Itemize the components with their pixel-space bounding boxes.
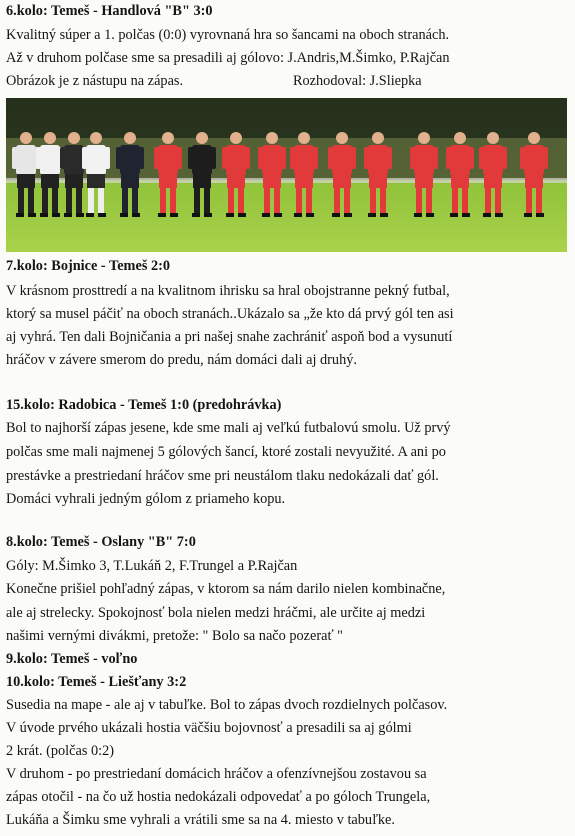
match-7-line-2: ktorý sa musel páčiť na oboch stranách..Ukázalo sa „že kto dá prvý gól ten asi: [6, 306, 454, 322]
match-10-line-5: zápas otočil - na čo už hostia nedokázali odpovedať a po góloch Trungela,: [6, 789, 431, 805]
team-lineup-photo-illustration: [6, 98, 567, 252]
match-15-line-3: prestávke a prestriedaní hráčov sme pri neustálom tlaku nedokázali dať gól.: [6, 468, 439, 484]
match-8-scorers: Góly: M.Šimko 3, T.Lukáň 2, F.Trungel a P.Rajčan: [6, 558, 298, 574]
photo-note: Obrázok je z nástupu na zápas.: [6, 73, 184, 89]
match-10-line-1: Susedia na mape - ale aj v tabuľke. Bol to zápas dvoch rozdielnych polčasov.: [6, 697, 448, 713]
match-7-line-1: V krásnom prosttredí a na kvalitnom ihrisku sa hral obojstranne pekný futbal,: [6, 283, 450, 299]
match-10-heading: 10.kolo: Temeš - Liešťany 3:2: [6, 674, 187, 690]
match-15-line-2: polčas sme mali najmenej 5 gólových šancí, ktoré zostali nevyužité. A ani po: [6, 444, 446, 460]
team-lineup-photo: [6, 98, 567, 252]
match-7-heading: 7.kolo: Bojnice - Temeš 2:0: [6, 258, 171, 274]
match-15-line-4: Domáci vyhrali jedným gólom z priameho kopu.: [6, 491, 286, 507]
match-7-line-3: aj vyhrá. Ten dali Bojničania a pri našej snahe zachrániť aspoň bod a vysunutí: [6, 329, 453, 345]
match-9-heading: 9.kolo: Temeš - voľno: [6, 651, 138, 667]
match-8-line-3: ale aj strelecky. Spokojnosť bola nielen medzi hráčmi, ale určite aj medzi: [6, 605, 426, 621]
match-6-line-1: Kvalitný súper a 1. polčas (0:0) vyrovnaná hra so šancami na oboch stranách.: [6, 27, 450, 43]
referee: Rozhodoval: J.Sliepka: [293, 73, 422, 89]
match-8-line-4: našimi vernými divákmi, pretože: " Bolo sa načo pozerať ": [6, 628, 343, 644]
match-8-heading: 8.kolo: Temeš - Oslany "B" 7:0: [6, 534, 196, 550]
match-15-line-1: Bol to najhorší zápas jesene, kde sme mali aj veľkú futbalovú smolu. Už prvý: [6, 420, 451, 436]
match-6-line-2: Až v druhom polčase sme sa presadili aj gólovo: J.Andris,M.Šimko, P.Rajčan: [6, 50, 450, 66]
match-8-line-2: Konečne prišiel pohľadný zápas, v ktorom sa nám darilo nielen kombinačne,: [6, 581, 446, 597]
match-10-line-2: V úvode prvého ukázali hostia väčšiu bojovnosť a presadili sa aj gólmi: [6, 720, 412, 736]
match-10-line-4: V druhom - po prestriedaní domácich hráčov a ofenzívnejšou zostavou sa: [6, 766, 427, 782]
match-6-photo-note-row: [6, 72, 422, 90]
match-15-heading: 15.kolo: Radobica - Temeš 1:0 (predohrávka): [6, 397, 282, 413]
match-10-line-6: Lukáňa a Šimku sme vyhrali a vrátili sme sa na 4. miesto v tabuľke.: [6, 812, 395, 828]
match-7-line-4: hráčov v závere smerom do predu, nám domáci dali aj druhý.: [6, 352, 357, 368]
match-10-line-3: 2 krát. (polčas 0:2): [6, 743, 114, 759]
match-6-heading: 6.kolo: Temeš - Handlová "B" 3:0: [6, 3, 213, 19]
